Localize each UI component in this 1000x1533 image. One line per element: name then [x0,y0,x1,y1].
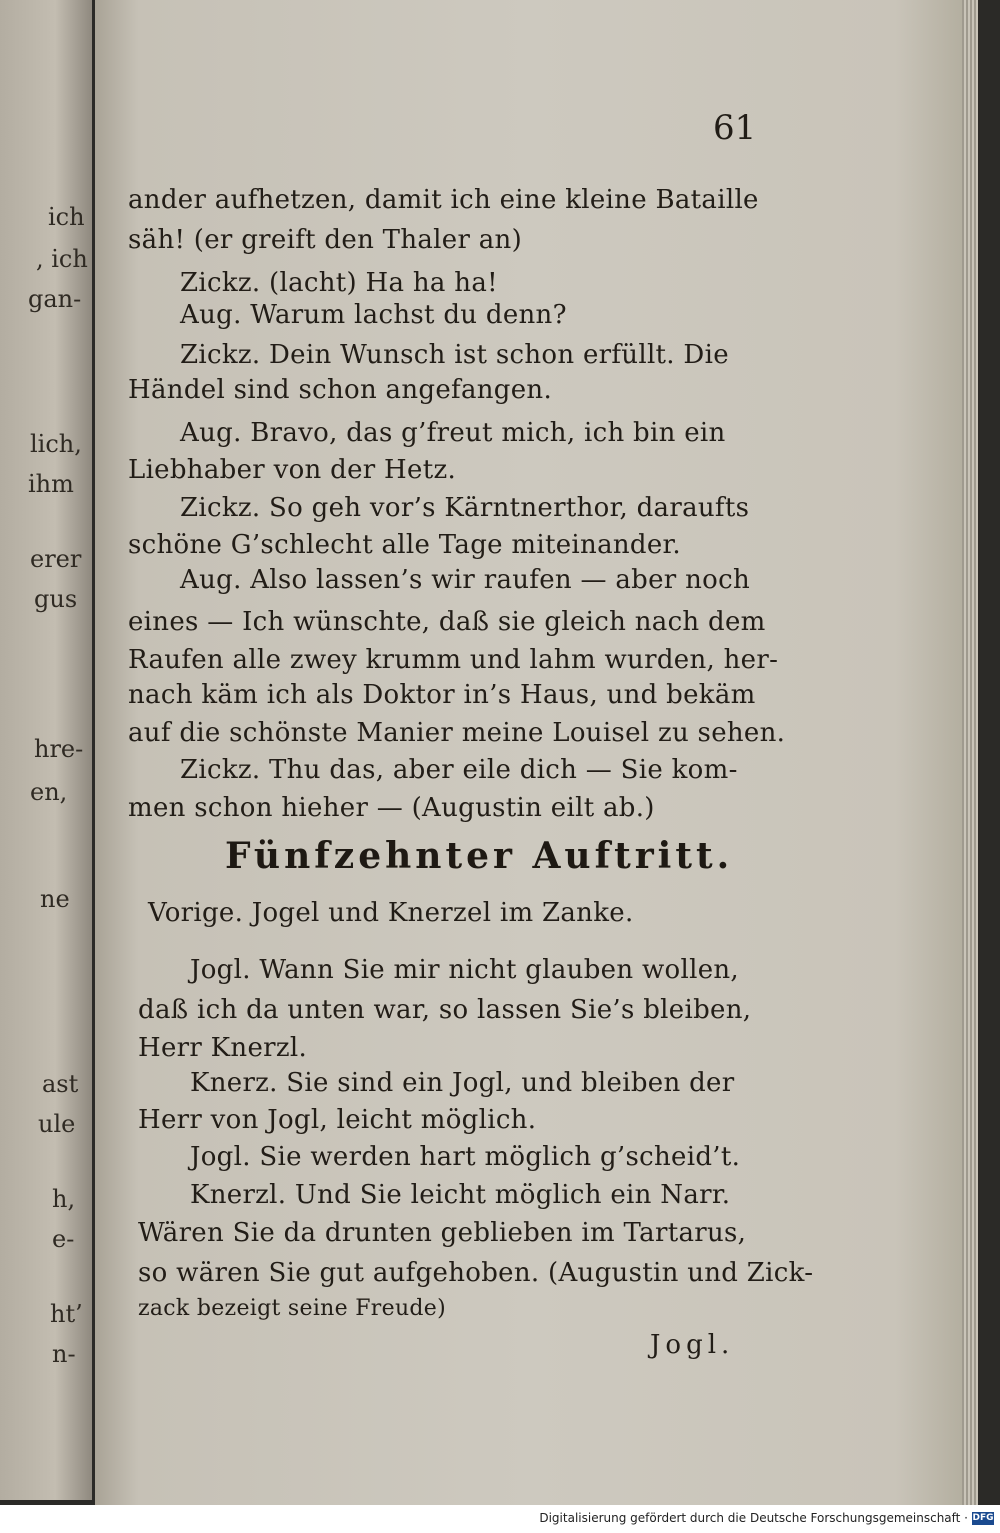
scene-heading: Fünfzehnter Auftritt. [225,835,734,877]
left-fragment: ast [42,1070,79,1098]
text-line: eines — Ich wünschte, daß sie gleich nach dem [128,607,766,637]
text-line: Herr Knerzl. [138,1033,308,1063]
left-fragment: gus [34,585,78,613]
stage-direction: Vorige. Jogel und Knerzel im Zanke. [148,898,634,928]
left-fragment: n- [52,1340,76,1368]
left-fragment: e- [52,1225,75,1253]
left-fragment: hre- [34,735,84,763]
text-line: Jogl. Sie werden hart möglich g’scheid’t. [190,1142,741,1172]
text-line: Aug. Bravo, das g’freut mich, ich bin ein [180,418,726,448]
page-edge [962,0,978,1505]
text-line: Liebhaber von der Hetz. [128,455,457,485]
catchword: Jogl. [650,1330,735,1360]
text-line: Aug. Also lassen’s wir raufen — aber noch [180,565,751,595]
text-line: Herr von Jogl, leicht möglich. [138,1105,537,1135]
text-line: Zickz. So geh vor’s Kärntnerthor, daraufts [180,493,750,523]
text-line: Zickz. (lacht) Ha ha ha! [180,268,498,298]
left-fragment: erer [30,545,82,573]
text-line: säh! (er greift den Thaler an) [128,225,523,255]
left-fragment: ule [38,1110,76,1138]
left-fragment: ihm [28,470,74,498]
text-line: Knerz. Sie sind ein Jogl, und bleiben der [190,1068,735,1098]
left-page-edge [0,0,92,1500]
left-fragment: h, [52,1185,76,1213]
text-line: Zickz. Dein Wunsch ist schon erfüllt. Die [180,340,729,370]
text-line: men schon hieher — (Augustin eilt ab.) [128,793,655,823]
left-fragment: en, [30,778,68,806]
text-line: zack bezeigt seine Freude) [138,1296,447,1321]
text-line: Händel sind schon angefangen. [128,375,553,405]
text-line: nach käm ich als Doktor in’s Haus, und bekäm [128,680,756,710]
text-line: Aug. Warum lachst du denn? [180,300,567,330]
left-fragment: ich [48,203,85,231]
left-fragment: , ich [36,245,88,273]
text-line: Wären Sie da drunten geblieben im Tartarus, [138,1218,747,1248]
text-line: Zickz. Thu das, aber eile dich — Sie kom- [180,755,738,785]
text-line: Jogl. Wann Sie mir nicht glauben wollen, [190,955,739,985]
text-line: so wären Sie gut aufgehoben. (Augustin und Zick- [138,1258,814,1288]
funding-notice: Digitalisierung gefördert durch die Deutsche Forschungsgemeinschaft · [539,1511,968,1525]
footer-bar [0,1505,1000,1533]
left-fragment: ht’ [50,1300,83,1328]
text-line: daß ich da unten war, so lassen Sie’s bleiben, [138,995,752,1025]
left-fragment: gan- [28,285,82,313]
text-line: Knerzl. Und Sie leicht möglich ein Narr. [190,1180,731,1210]
left-fragment: lich, [30,430,82,458]
text-line: schöne G’schlecht alle Tage miteinander. [128,530,681,560]
text-line: ander aufhetzen, damit ich eine kleine Bataille [128,185,759,215]
dfg-logo: DFG [972,1513,994,1523]
page-number: 61 [713,108,757,148]
text-line: Raufen alle zwey krumm und lahm wurden, her- [128,645,779,675]
text-line: auf die schönste Manier meine Louisel zu sehen. [128,718,786,748]
left-fragment: ne [40,885,70,913]
